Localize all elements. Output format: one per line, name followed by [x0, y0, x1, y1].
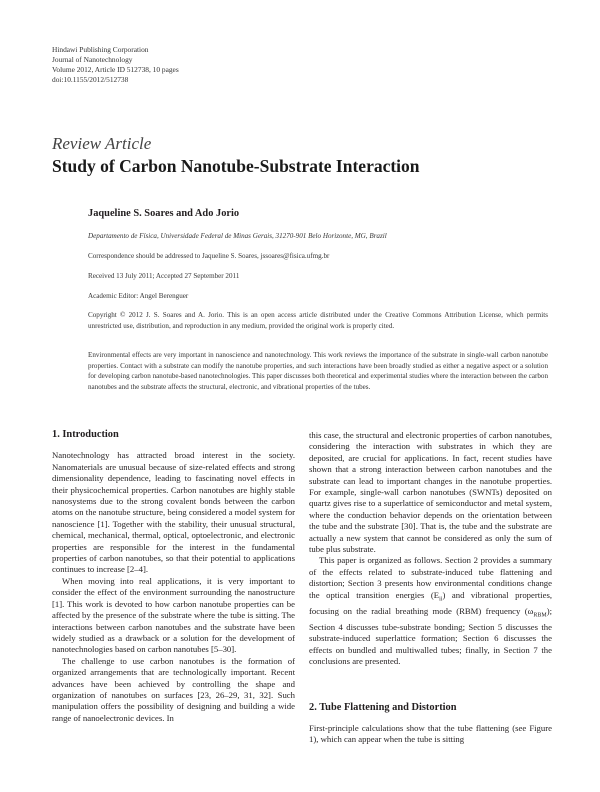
affiliation: Departamento de Física, Universidade Federal de Minas Gerais, 31270-901 Belo Horizonte, MG, Brazil	[88, 232, 387, 240]
journal-name: Journal of Nanotechnology	[52, 55, 133, 64]
abstract: Environmental effects are very important in nanoscience and nanotechnology. This work reviews the importance of the substrate in single-wall carbon nanotube properties. Contact with a substrate can modify the nanotube properties, and such interactions have been broadly studied as either a negative aspect or a solution for developing carbon nanotube-based nanotechnologies. This paper discusses both theoretical and experimental studies where the interaction between the carbon nanotubes and the substrate affects the structural, electronic, and vibrational properties of the tubes.	[88, 351, 548, 391]
paragraph: This paper is organized as follows. Section 2 provides a summary of the effects related to substrate-induced tube flattening and distortion; Section 3 presents how environmental conditions change the optical transition energies $(E_{ii})$ and vibrational properties, focusing on the radial breathing mode (RBM) frequency $(\omega_{RBM})$; Section 4 discusses tube-substrate bonding; Section 5 discusses the substrate-induced superlattice formation; Section 6 discusses the effects on bundled and multiwalled tubes; finally, in Section 7 the conclusions are presented.	[309, 555, 552, 667]
section-heading-tube-flattening: 2. Tube Flattening and Distortion	[309, 701, 457, 713]
volume-info: Volume 2012, Article ID 512738, 10 pages	[52, 65, 179, 74]
publication-info	[52, 45, 179, 85]
paragraph: When moving into real applications, it is very important to consider the effect of the environment surrounding the nanostructure [1]. This work is devoted to how carbon nanotube properties can be affected by the presence of the substrate where the tube is sitting. The interactions between carbon nanotubes and the substrate have been widely studied as a drawback or a solution for the development of nanotechnologies based on carbon nanotubes [5–30].	[52, 575, 295, 655]
doi: doi:10.1155/2012/512738	[52, 75, 129, 84]
publisher-name: Hindawi Publishing Corporation	[52, 45, 149, 54]
article-title: Study of Carbon Nanotube-Substrate Interaction	[52, 156, 420, 176]
authors: Jaqueline S. Soares and Ado Jorio	[88, 208, 240, 219]
right-column	[309, 430, 552, 746]
correspondence: Correspondence should be addressed to Jaqueline S. Soares, jssoares@fisica.ufmg.br	[88, 252, 330, 260]
copyright-notice: Copyright © 2012 J. S. Soares and A. Jorio. This is an open access article distributed under the Creative Commons Attribution License, which permits unrestricted use, distribution, and reproduction in any medium, provided the original work is properly cited.	[88, 311, 548, 330]
section-heading-introduction: 1. Introduction	[52, 429, 119, 440]
received-dates: Received 13 July 2011; Accepted 27 September 2011	[88, 272, 240, 280]
paragraph: The challenge to use carbon nanotubes is the formation of organized arrangements that are technologically important. Recent advances have been achieved by controlling the shape and organization of nanotubes on surfaces [23, 26–29, 31, 32]. Such manipulation offers the possibility of designing and building a wide range of nanoelectronic devices. In	[52, 655, 295, 723]
paragraph: this case, the structural and electronic properties of carbon nanotubes, considering the interaction with substrates in which they are deposited, are crucial for applications. In fact, recent studies have shown that a strong interaction between carbon nanotubes and the substrate can lead to important changes in the nanotube properties. For example, single-wall carbon nanotubes (SWNTs) deposited on quartz gives rise to a superlattice of semiconductor and metal system, where the conduction behavior depends on the orientation between the tube and the substrate [30]. That is, the tube and the substrate are actually a new system that cannot be considered as only the sum of tube plus substrate.	[309, 430, 552, 555]
paragraph: Nanotechnology has attracted broad interest in the society. Nanomaterials are unusual because of size-related effects and strong dimensionality dependence, leading to fascinating novel effects in their physicochemical properties. Carbon nanotubes are highly stable nanosystems due to the strong covalent bonds between the carbon atoms on the nanotube structure, being considered a model system for nanoscience [1]. Together with the stability, their unusual structural, chemical, mechanical, thermal, optical, optoelectronic, and electronic properties are responsible for the interest in the fundamental properties of carbon nanotubes, so that their potential to applications continues to increase [2–4].	[52, 450, 295, 575]
article-type: Review Article	[52, 134, 152, 153]
paragraph: First-principle calculations show that the tube flattening (see Figure 1), which can appear when the tube is sitting	[309, 723, 552, 745]
academic-editor: Academic Editor: Angel Berenguer	[88, 292, 189, 300]
left-column	[52, 425, 295, 724]
